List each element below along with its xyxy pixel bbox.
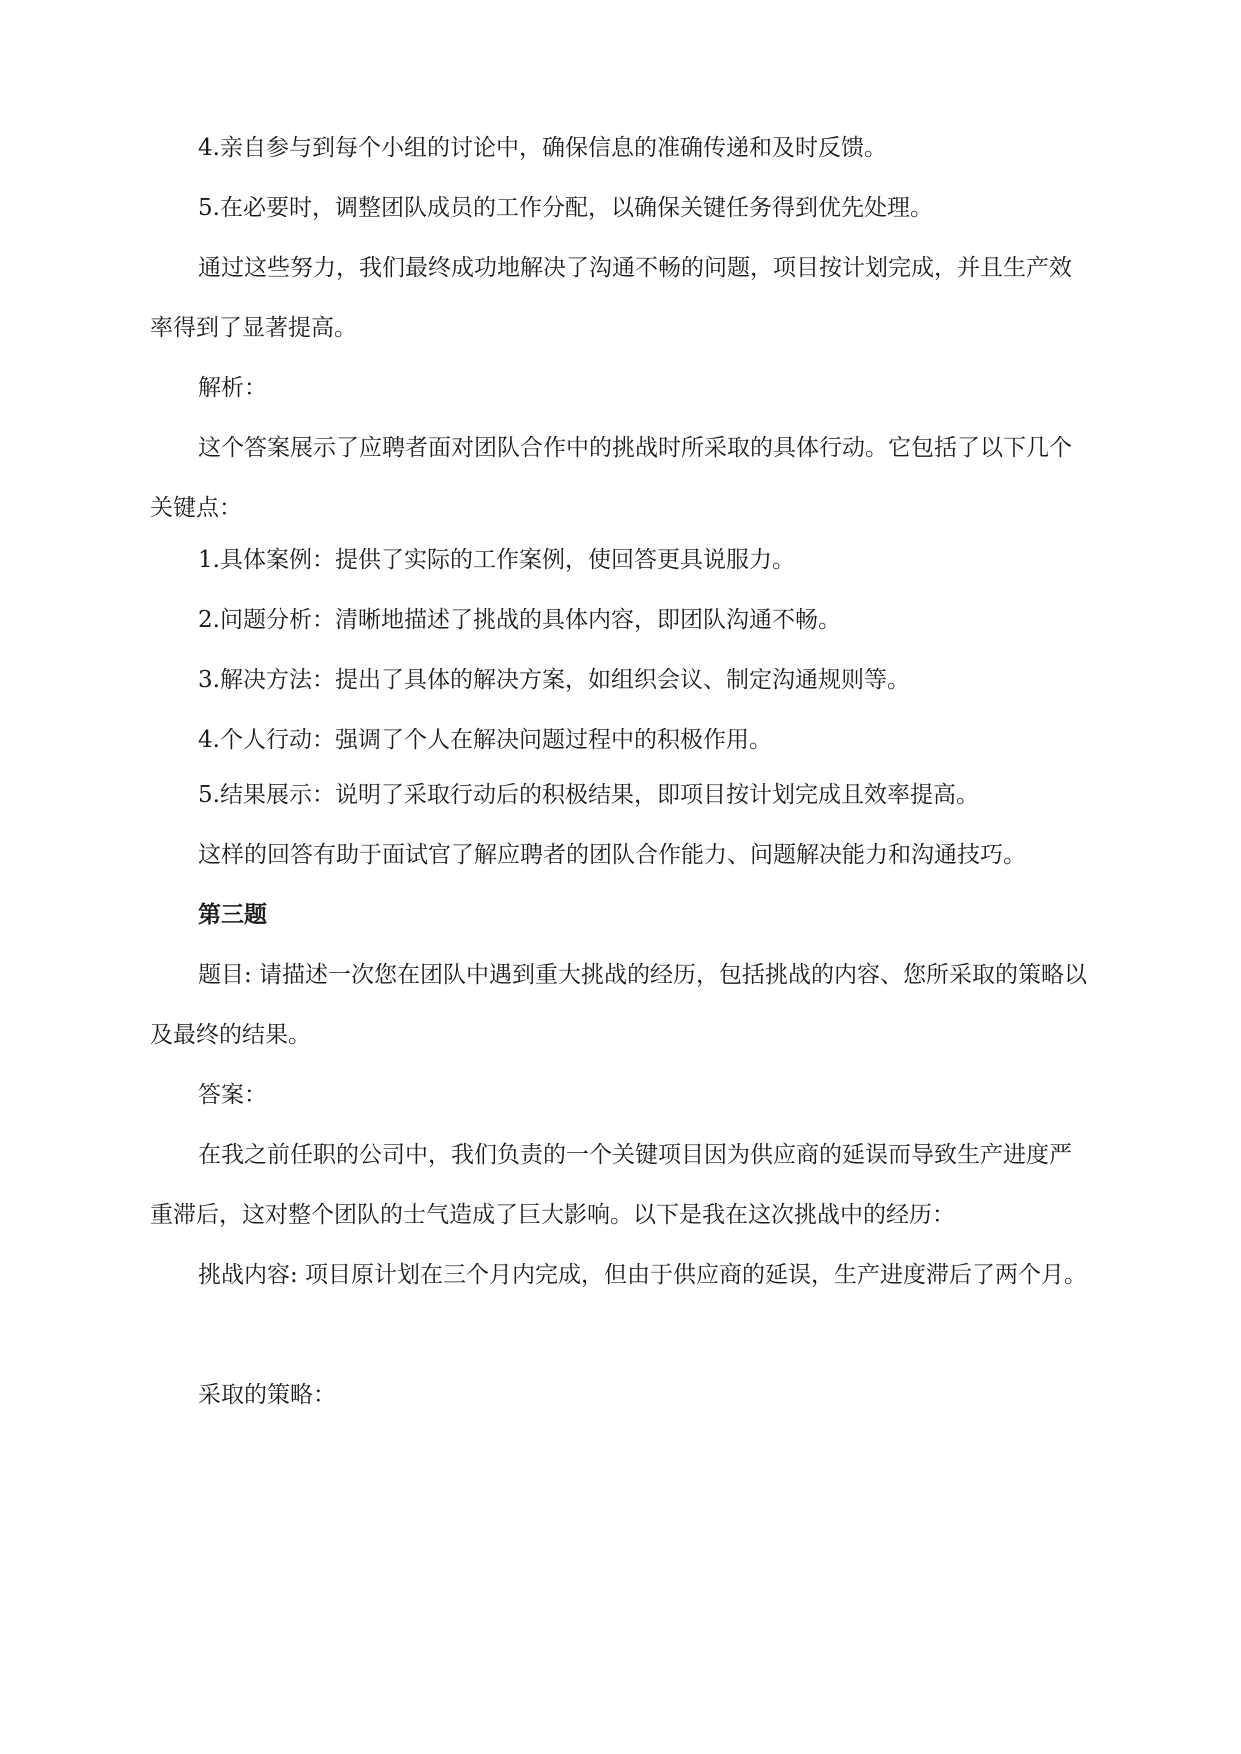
paragraph-step-4: 4.亲自参与到每个小组的讨论中，确保信息的准确传递和及时反馈。 [198, 135, 887, 161]
paragraph-answer-heading: 答案： [198, 1082, 267, 1108]
paragraph-analysis-intro: 这个答案展示了应聘者面对团队合作中的挑战时所采取的具体行动。它包括了以下几个关键点： [150, 435, 1072, 521]
section-heading-question-3: 第三题 [198, 902, 267, 928]
paragraph-answer-body: 在我之前任职的公司中，我们负责的一个关键项目因为供应商的延误而导致生产进度严重滞后，这对整个团队的士气造成了巨大影响。以下是我在这次挑战中的经历： [150, 1142, 1072, 1228]
paragraph-analysis-heading: 解析： [198, 375, 267, 401]
paragraph-point-5: 5.结果展示：说明了采取行动后的积极结果，即项目按计划完成且效率提高。 [198, 782, 979, 808]
paragraph-outcome: 通过这些努力，我们最终成功地解决了沟通不畅的问题，项目按计划完成，并且生产效率得到了显著提高。 [150, 255, 1072, 341]
paragraph-point-1: 1.具体案例：提供了实际的工作案例，使回答更具说服力。 [198, 547, 795, 573]
paragraph-step-5: 5.在必要时，调整团队成员的工作分配，以确保关键任务得到优先处理。 [198, 195, 933, 221]
paragraph-challenge-content: 挑战内容: 项目原计划在三个月内完成，但由于供应商的延误，生产进度滞后了两个月。 [198, 1262, 1088, 1288]
paragraph-conclusion: 这样的回答有助于面试官了解应聘者的团队合作能力、问题解决能力和沟通技巧。 [198, 842, 1026, 868]
paragraph-point-4: 4.个人行动：强调了个人在解决问题过程中的积极作用。 [198, 727, 772, 753]
paragraph-point-2: 2.问题分析：清晰地描述了挑战的具体内容，即团队沟通不畅。 [198, 607, 841, 633]
paragraph-strategy-heading: 采取的策略： [198, 1382, 336, 1408]
paragraph-question-3-prompt: 题目: 请描述一次您在团队中遇到重大挑战的经历，包括挑战的内容、您所采取的策略以及最终的结果。 [150, 962, 1088, 1048]
paragraph-point-3: 3.解决方法：提出了具体的解决方案，如组织会议、制定沟通规则等。 [198, 667, 910, 693]
